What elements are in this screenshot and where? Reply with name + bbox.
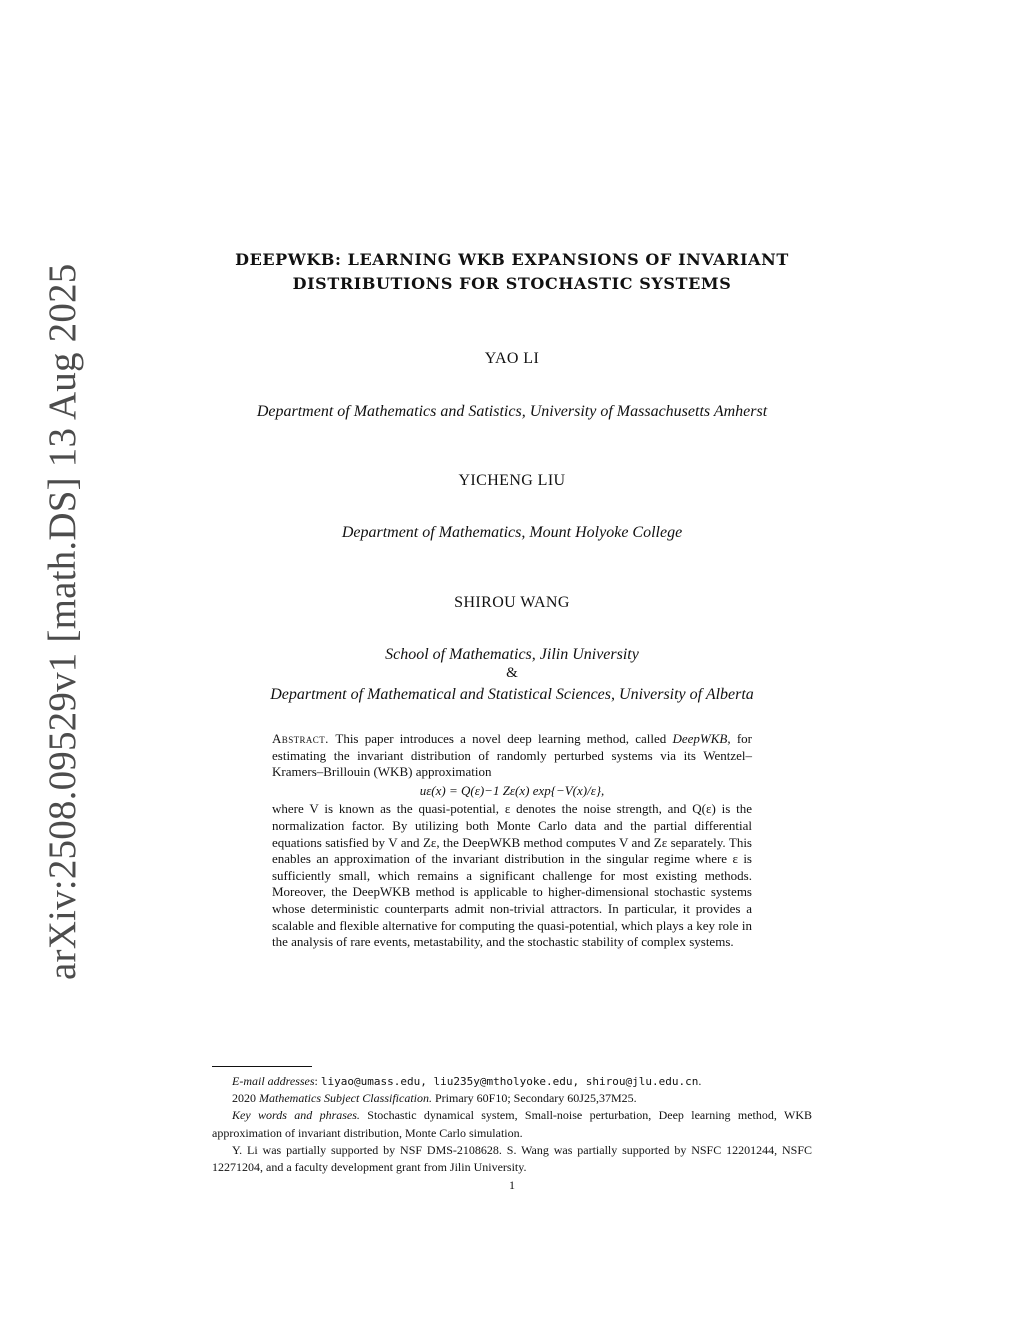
author-affiliation-3: School of Mathematics, Jilin University bbox=[385, 646, 639, 663]
email-label: E-mail addresses bbox=[232, 1074, 315, 1088]
keywords-text: Stochastic dynamical system, Small-noise perturbation, Deep learning method, WKB approximation of invariant distribution, Monte Carlo simulation. bbox=[212, 1108, 813, 1140]
wkb-formula: uε(x) = Q(ε)−1 Zε(x) exp{−V(x)/ε}, bbox=[419, 782, 605, 798]
title-line-2: DISTRIBUTIONS FOR STOCHASTIC SYSTEMS bbox=[292, 274, 732, 293]
affiliation-ampersand: & bbox=[506, 665, 518, 681]
footnote-msc bbox=[212, 1090, 812, 1107]
msc-year: 2020 bbox=[232, 1091, 256, 1106]
footnote-keywords bbox=[212, 1107, 812, 1141]
abstract-intro-a: This paper introduces a novel deep learning method, called bbox=[335, 731, 673, 746]
keywords-label: Key words and phrases. bbox=[232, 1108, 360, 1123]
footnotes bbox=[212, 1073, 812, 1176]
msc-text: Primary 60F10; Secondary 60J25,37M25. bbox=[434, 1091, 637, 1106]
author-affiliation-3b: Department of Mathematical and Statistical Sciences, University of Alberta bbox=[270, 686, 754, 703]
author-name-1: YAO LI bbox=[484, 350, 540, 367]
author-affiliation-1: Department of Mathematics and Satistics, University of Massachusetts Amherst bbox=[256, 403, 768, 420]
title-line-1: DEEPWKB: LEARNING WKB EXPANSIONS OF INVARIANT bbox=[235, 250, 789, 269]
author-affiliation-2: Department of Mathematics, Mount Holyoke College bbox=[341, 524, 683, 541]
footnote-funding: Y. Li was partially supported by NSF DMS-2108628. S. Wang was partially supported by NSFC 12201244, NSFC 12271204, and a faculty development grant from Jilin University. bbox=[212, 1142, 812, 1175]
page-number: 1 bbox=[509, 1178, 515, 1192]
abstract-body: where V is known as the quasi-potential, ε denotes the noise strength, and Q(ε) is the normalization factor. By utilizing both Monte Carlo data and the partial differential equations satisfied by V and Zε, the DeepWKB method computes V and Zε separately. This enables an approximation of the invariant distribution in the singular regime where ε is sufficiently small, which remains a significant challenge for most existing methods. Moreover, the DeepWKB method is applicable to higher-dimensional stochastic systems whose deterministic counterparts admit non-trivial attractors. In particular, it provides a scalable and flexible alternative for computing the quasi-potential, which plays a key role in the analysis of rare events, metastability, and the stochastic stability of complex systems. bbox=[272, 801, 752, 950]
abstract-heading: Abstract. bbox=[272, 731, 329, 746]
author-name-3: SHIROU WANG bbox=[454, 594, 570, 611]
method-name: DeepWKB bbox=[672, 731, 728, 746]
email-addresses: liyao@umass.edu, liu235y@mtholyoke.edu, shirou@jlu.edu.cn bbox=[320, 1075, 699, 1088]
abstract bbox=[272, 731, 752, 951]
author-name-2: YICHENG LIU bbox=[458, 472, 566, 489]
abstract-intro-b: , for estimating the invariant distribution of randomly perturbed systems via its Wentzel–Kramers–Brillouin (WKB) approximation bbox=[272, 731, 752, 780]
footnote-rule bbox=[212, 1066, 312, 1067]
msc-label: Mathematics Subject Classification. bbox=[259, 1091, 432, 1106]
footnote-emails: E-mail addresses: liyao@umass.edu, liu235y@mtholyoke.edu, shirou@jlu.edu.cn. bbox=[232, 1074, 702, 1088]
arxiv-identifier: arXiv:2508.09529v1 [math.DS] 13 Aug 2025 bbox=[41, 263, 84, 980]
paper-title bbox=[212, 248, 812, 296]
